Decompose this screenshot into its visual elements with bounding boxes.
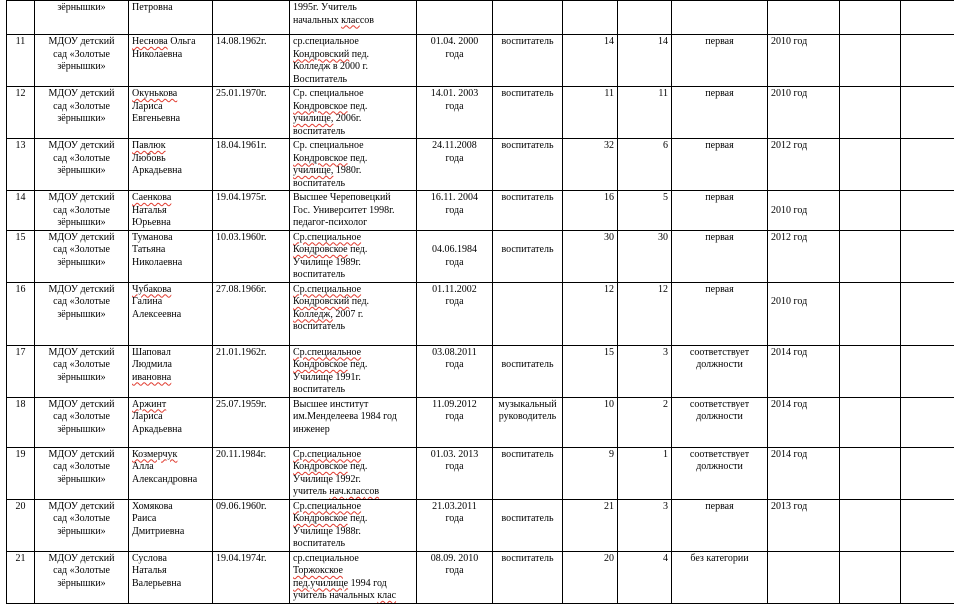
cell-category: первая [672, 191, 768, 231]
cell-extra-2 [901, 447, 954, 499]
cell-position: воспитатель [493, 230, 563, 282]
table-row [7, 191, 954, 231]
cell-ped: 6 [618, 139, 672, 191]
cell-hired: 24.11.2008 года [417, 139, 493, 191]
cell-category: первая [672, 282, 768, 345]
cell-birth: 25.01.1970г. [213, 87, 290, 139]
cell-education: Ср.специальное Кондровское пед. Училище 1988г. воспитатель [290, 499, 417, 551]
cell-extra-1 [840, 345, 901, 397]
cell-extra-1 [840, 282, 901, 345]
cell-hired: 08.09. 2010 года [417, 551, 493, 603]
cell-extra-2 [901, 139, 954, 191]
cell-extra-2 [901, 87, 954, 139]
cell-position: воспитатель [493, 345, 563, 397]
cell-extra-1 [840, 35, 901, 87]
cell-org: МДОУ детский сад «Золотые зёрнышки» [35, 345, 129, 397]
cell-num: 18 [7, 397, 35, 447]
table-row-continued [7, 1, 954, 35]
cell-total: 32 [563, 139, 618, 191]
cell-org: МДОУ детский сад «Золотые зёрнышки» [35, 230, 129, 282]
cell-extra-1 [840, 1, 901, 35]
cell-position [493, 282, 563, 345]
cell-total: 10 [563, 397, 618, 447]
cell-org: МДОУ детский сад «Золотые зёрнышки» [35, 35, 129, 87]
cell-category: без категории [672, 551, 768, 603]
cell-num: 17 [7, 345, 35, 397]
cell-education: Ср.специальное Кондровский пед. Колледж, 2007 г. воспитатель [290, 282, 417, 345]
cell-birth: 21.01.1962г. [213, 345, 290, 397]
cell-org: МДОУ детский сад «Золотые зёрнышки» [35, 139, 129, 191]
cell-hired: 14.01. 2003 года [417, 87, 493, 139]
cell-ped: 30 [618, 230, 672, 282]
cell-position: воспитатель [493, 551, 563, 603]
cell-total: 21 [563, 499, 618, 551]
cell-year: 2012 год [768, 139, 840, 191]
cell-name: Окунькова Лариса Евгеньевна [129, 87, 213, 139]
cell-education: Ср. специальное Кондровское пед. училище, 2006г. воспитатель [290, 87, 417, 139]
cell-birth: 19.04.1975г. [213, 191, 290, 231]
cell-ped: 11 [618, 87, 672, 139]
cell-year [768, 1, 840, 35]
cell-extra-1 [840, 139, 901, 191]
cell-category: первая [672, 87, 768, 139]
table-row [7, 499, 954, 551]
cell-ped: 3 [618, 499, 672, 551]
cell-name: Саенкова Наталья Юрьевна [129, 191, 213, 231]
cell-position: воспитатель [493, 499, 563, 551]
cell-hired: 21.03.2011 года [417, 499, 493, 551]
cell-education: 1995г. Учитель начальных классов [290, 1, 417, 35]
cell-category: первая [672, 35, 768, 87]
cell-name: Суслова Наталья Валерьевна [129, 551, 213, 603]
staff-table [6, 0, 954, 604]
cell-position: воспитатель [493, 191, 563, 231]
cell-education: Высшее Череповецкий Гос. Университет 1998г. педагог-психолог [290, 191, 417, 231]
cell-num: 11 [7, 35, 35, 87]
cell-extra-1 [840, 230, 901, 282]
table-body [7, 1, 954, 604]
cell-birth: 20.11.1984г. [213, 447, 290, 499]
cell-ped: 14 [618, 35, 672, 87]
cell-year: 2010 год [768, 87, 840, 139]
cell-category: соответствует должности [672, 397, 768, 447]
cell-extra-1 [840, 87, 901, 139]
cell-category: соответствует должности [672, 447, 768, 499]
table-row [7, 345, 954, 397]
cell-education: ср.специальное Торжокское пед.училище 1994 год учитель начальных клас [290, 551, 417, 603]
cell-hired: 01.11.2002 года [417, 282, 493, 345]
cell-num: 13 [7, 139, 35, 191]
cell-extra-1 [840, 191, 901, 231]
cell-ped: 1 [618, 447, 672, 499]
cell-extra-1 [840, 397, 901, 447]
table-row [7, 35, 954, 87]
cell-birth: 18.04.1961г. [213, 139, 290, 191]
cell-education: Ср. специальное Кондровское пед. училище, 1980г. воспитатель [290, 139, 417, 191]
cell-year [768, 551, 840, 603]
cell-total: 12 [563, 282, 618, 345]
cell-extra-2 [901, 551, 954, 603]
cell-extra-2 [901, 397, 954, 447]
cell-category: первая [672, 139, 768, 191]
cell-num: 21 [7, 551, 35, 603]
cell-name: Чубакова Галина Алексеевна [129, 282, 213, 345]
cell-org: МДОУ детский сад «Золотые зёрнышки» [35, 447, 129, 499]
table-row [7, 447, 954, 499]
cell-position: воспитатель [493, 35, 563, 87]
cell-extra-2 [901, 35, 954, 87]
cell-extra-1 [840, 499, 901, 551]
cell-ped: 5 [618, 191, 672, 231]
cell-total [563, 1, 618, 35]
cell-extra-2 [901, 282, 954, 345]
cell-extra-2 [901, 345, 954, 397]
cell-year: 2014 год [768, 345, 840, 397]
cell-num: 15 [7, 230, 35, 282]
cell-org: МДОУ детский сад «Золотые зёрнышки» [35, 397, 129, 447]
cell-extra-2 [901, 230, 954, 282]
cell-hired: 01.04. 2000 года [417, 35, 493, 87]
cell-birth: 09.06.1960г. [213, 499, 290, 551]
table-row [7, 282, 954, 345]
cell-education: Ср.специальное Кондровское пед. Училище 1992г. учитель нач.классов [290, 447, 417, 499]
table-row [7, 230, 954, 282]
cell-category: соответствует должности [672, 345, 768, 397]
cell-birth: 19.04.1974г. [213, 551, 290, 603]
cell-total: 9 [563, 447, 618, 499]
cell-total: 20 [563, 551, 618, 603]
cell-total: 14 [563, 35, 618, 87]
cell-org: МДОУ детский сад «Золотые зёрнышки» [35, 87, 129, 139]
cell-org: МДОУ детский сад «Золотые зёрнышки» [35, 551, 129, 603]
cell-ped: 12 [618, 282, 672, 345]
table-row [7, 87, 954, 139]
cell-num: 12 [7, 87, 35, 139]
cell-category: первая [672, 230, 768, 282]
cell-ped [618, 1, 672, 35]
cell-birth: 10.03.1960г. [213, 230, 290, 282]
table-row [7, 397, 954, 447]
cell-ped: 3 [618, 345, 672, 397]
table-row [7, 139, 954, 191]
cell-position: воспитатель [493, 139, 563, 191]
cell-birth: 27.08.1966г. [213, 282, 290, 345]
cell-total: 30 [563, 230, 618, 282]
cell-ped: 2 [618, 397, 672, 447]
cell-year: 2014 год [768, 447, 840, 499]
cell-education: ср.специальное Кондровский пед. Колледж в 2000 г. Воспитатель [290, 35, 417, 87]
cell-name: Козмерчук Алла Александровна [129, 447, 213, 499]
cell-extra-2 [901, 191, 954, 231]
cell-birth: 25.07.1959г. [213, 397, 290, 447]
cell-education: Ср.специальное Кондровское пед. Училище 1989г. воспитатель [290, 230, 417, 282]
cell-num [7, 1, 35, 35]
cell-org: МДОУ детский сад «Золотые зёрнышки» [35, 282, 129, 345]
cell-name: Петровна [129, 1, 213, 35]
cell-position: воспитатель [493, 447, 563, 499]
cell-birth: 14.08.1962г. [213, 35, 290, 87]
cell-category [672, 1, 768, 35]
cell-total: 15 [563, 345, 618, 397]
cell-birth [213, 1, 290, 35]
cell-num: 20 [7, 499, 35, 551]
cell-hired: 01.03. 2013 года [417, 447, 493, 499]
cell-extra-1 [840, 551, 901, 603]
cell-position [493, 1, 563, 35]
cell-name: Аржинт Лариса Аркадьевна [129, 397, 213, 447]
cell-org: зёрнышки» [35, 1, 129, 35]
cell-extra-1 [840, 447, 901, 499]
cell-category: первая [672, 499, 768, 551]
cell-education: Высшее институт им.Менделеева 1984 год инженер [290, 397, 417, 447]
cell-org: МДОУ детский сад «Золотые зёрнышки» [35, 499, 129, 551]
cell-hired: 11.09.2012 года [417, 397, 493, 447]
cell-hired [417, 1, 493, 35]
cell-year: 2010 год [768, 35, 840, 87]
cell-ped: 4 [618, 551, 672, 603]
cell-year: 2013 год [768, 499, 840, 551]
cell-year: 2012 год [768, 230, 840, 282]
cell-name: Неснова Ольга Николаевна [129, 35, 213, 87]
table-row [7, 551, 954, 603]
cell-num: 19 [7, 447, 35, 499]
cell-total: 11 [563, 87, 618, 139]
cell-position: музыкальный руководитель [493, 397, 563, 447]
cell-education: Ср.специальное Кондровское пед. Училище 1991г. воспитатель [290, 345, 417, 397]
cell-year: 2010 год [768, 282, 840, 345]
cell-name: Туманова Татьяна Николаевна [129, 230, 213, 282]
cell-year: 2010 год [768, 191, 840, 231]
cell-extra-2 [901, 499, 954, 551]
cell-hired: 04.06.1984 года [417, 230, 493, 282]
cell-position: воспитатель [493, 87, 563, 139]
cell-extra-2 [901, 1, 954, 35]
cell-year: 2014 год [768, 397, 840, 447]
cell-num: 16 [7, 282, 35, 345]
cell-hired: 16.11. 2004 года [417, 191, 493, 231]
cell-name: Шаповал Людмила ивановна [129, 345, 213, 397]
cell-num: 14 [7, 191, 35, 231]
cell-name: Павлюк Любовь Аркадьевна [129, 139, 213, 191]
cell-name: Хомякова Раиса Дмитриевна [129, 499, 213, 551]
cell-total: 16 [563, 191, 618, 231]
cell-org: МДОУ детский сад «Золотые зёрнышки» [35, 191, 129, 231]
cell-hired: 03.08.2011 года [417, 345, 493, 397]
